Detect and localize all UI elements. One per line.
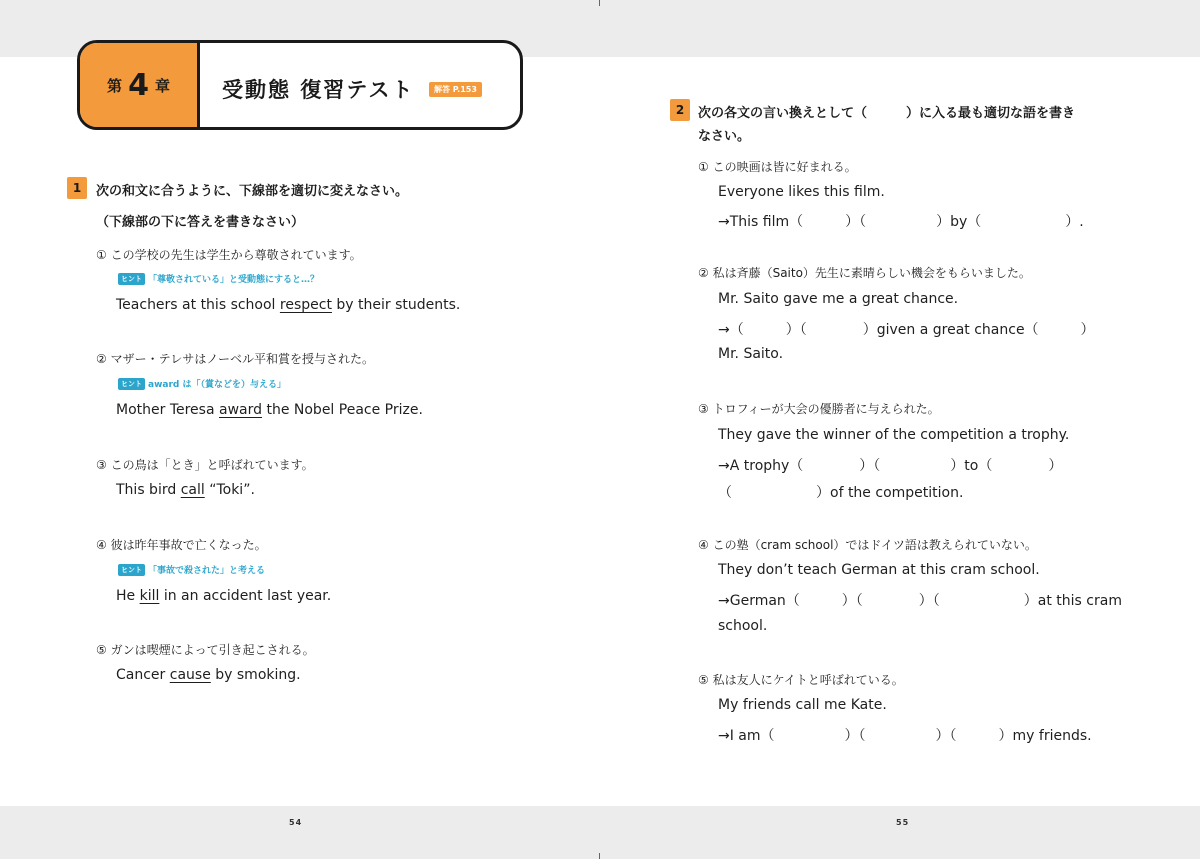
hint-text: 「尊敬されている」と受動態にすると…？ [148, 275, 320, 285]
crop-mark-bottom [599, 853, 600, 859]
hint-badge: ヒント [118, 273, 145, 285]
english-text: Mother Teresa [116, 402, 219, 418]
s2-item-2-answer-cont: Mr. Saito. [718, 346, 784, 362]
s2-item-1-english: Everyone likes this film. [718, 184, 885, 200]
s1-item-5-japanese: ⑤ ガンは喫煙によって引き起こされる。 [96, 643, 315, 657]
underlined-word: call [180, 482, 205, 498]
english-text: He [116, 588, 140, 604]
underlined-word: respect [279, 297, 332, 313]
section-2-number: 2 [670, 99, 690, 121]
english-text: Cancer [116, 667, 170, 683]
chapter-header [77, 40, 523, 130]
s1-item-2-english [116, 402, 423, 418]
english-text: This bird [116, 482, 181, 498]
english-text: by smoking. [210, 667, 301, 683]
s2-item-3-answer: →A trophy（ ）（ ）to（ ） [718, 458, 1063, 474]
bottom-margin [0, 806, 1200, 859]
s2-item-4-answer: →German（ ）（ ）（ ）at this cram [718, 593, 1122, 609]
underlined-word: award [219, 402, 263, 418]
s1-item-4-japanese: ④ 彼は昨年事故で亡くなった。 [96, 538, 267, 552]
hint-badge: ヒント [118, 564, 145, 576]
s2-item-1-answer: →This film（ ）（ ）by（ ）. [718, 214, 1084, 230]
section-1-instruction: 次の和文に合うように、下線部を適切に変えなさい。 [96, 184, 409, 199]
chapter-suffix: 章 [154, 76, 170, 95]
s2-item-4-answer-cont: school. [718, 618, 768, 634]
english-text: by their students. [331, 297, 461, 313]
chapter-number: 4 [128, 67, 149, 103]
s2-item-5-japanese: ⑤ 私は友人にケイトと呼ばれている。 [698, 673, 904, 687]
s1-item-2-hint [118, 377, 286, 390]
answer-reference-badge: 解答 P.153 [429, 82, 482, 97]
s1-item-5-english [116, 667, 301, 683]
s1-item-4-english [116, 588, 331, 604]
s2-item-3-english: They gave the winner of the competition a trophy. [718, 427, 1070, 443]
underlined-word: kill [139, 588, 160, 604]
s2-item-2-japanese: ② 私は斉藤（Saito）先生に素晴らしい機会をもらいました。 [698, 266, 1031, 280]
section-1-number: 1 [67, 177, 87, 199]
english-text: the Nobel Peace Prize. [262, 402, 423, 418]
hint-text: award は「（賞などを）与える」 [148, 380, 286, 390]
s2-item-1-japanese: ① この映画は皆に好まれる。 [698, 160, 857, 174]
page-number-left: 54 [289, 818, 303, 827]
underlined-word: cause [169, 667, 211, 683]
s1-item-4-hint [118, 563, 265, 576]
crop-mark-top [599, 0, 600, 6]
s2-item-4-english: They don’t teach German at this cram school. [718, 562, 1040, 578]
s1-item-1-japanese: ① この学校の先生は学生から尊敬されています。 [96, 248, 362, 262]
english-text: Teachers at this school [116, 297, 280, 313]
s2-item-4-japanese: ④ この塾（cram school）ではドイツ語は教えられていない。 [698, 538, 1037, 552]
chapter-tab [80, 43, 200, 127]
hint-badge: ヒント [118, 378, 145, 390]
s1-item-1-english [116, 297, 460, 313]
section-1-instruction-note: （下線部の下に答えを書きなさい） [96, 215, 305, 230]
page-number-right: 55 [896, 818, 910, 827]
s1-item-1-hint [118, 272, 319, 285]
s1-item-2-japanese: ② マザー・テレサはノーベル平和賞を授与された。 [96, 352, 374, 366]
hint-text: 「事故で殺された」と考える [148, 566, 266, 576]
chapter-prefix: 第 [107, 76, 123, 95]
english-text: “Toki”. [204, 482, 255, 498]
section-2-instruction: 次の各文の言い換えとして（ ）に入る最も適切な語を書き [698, 106, 1076, 121]
section-2-instruction-cont: なさい。 [698, 129, 751, 144]
chapter-title: 受動態 復習テスト [222, 78, 415, 102]
s2-item-2-english: Mr. Saito gave me a great chance. [718, 291, 959, 307]
english-text: in an accident last year. [159, 588, 332, 604]
s2-item-3-answer-cont: （ ）of the competition. [718, 485, 964, 501]
s2-item-3-japanese: ③ トロフィーが大会の優勝者に与えられた。 [698, 402, 940, 416]
s2-item-5-english: My friends call me Kate. [718, 697, 887, 713]
s1-item-3-english [116, 482, 255, 498]
s1-item-3-japanese: ③ この鳥は「とき」と呼ばれています。 [96, 458, 314, 472]
s2-item-2-answer: →（ ）（ ）given a great chance（ ） [718, 322, 1095, 338]
s2-item-5-answer: →I am（ ）（ ）（ ）my friends. [718, 728, 1092, 744]
